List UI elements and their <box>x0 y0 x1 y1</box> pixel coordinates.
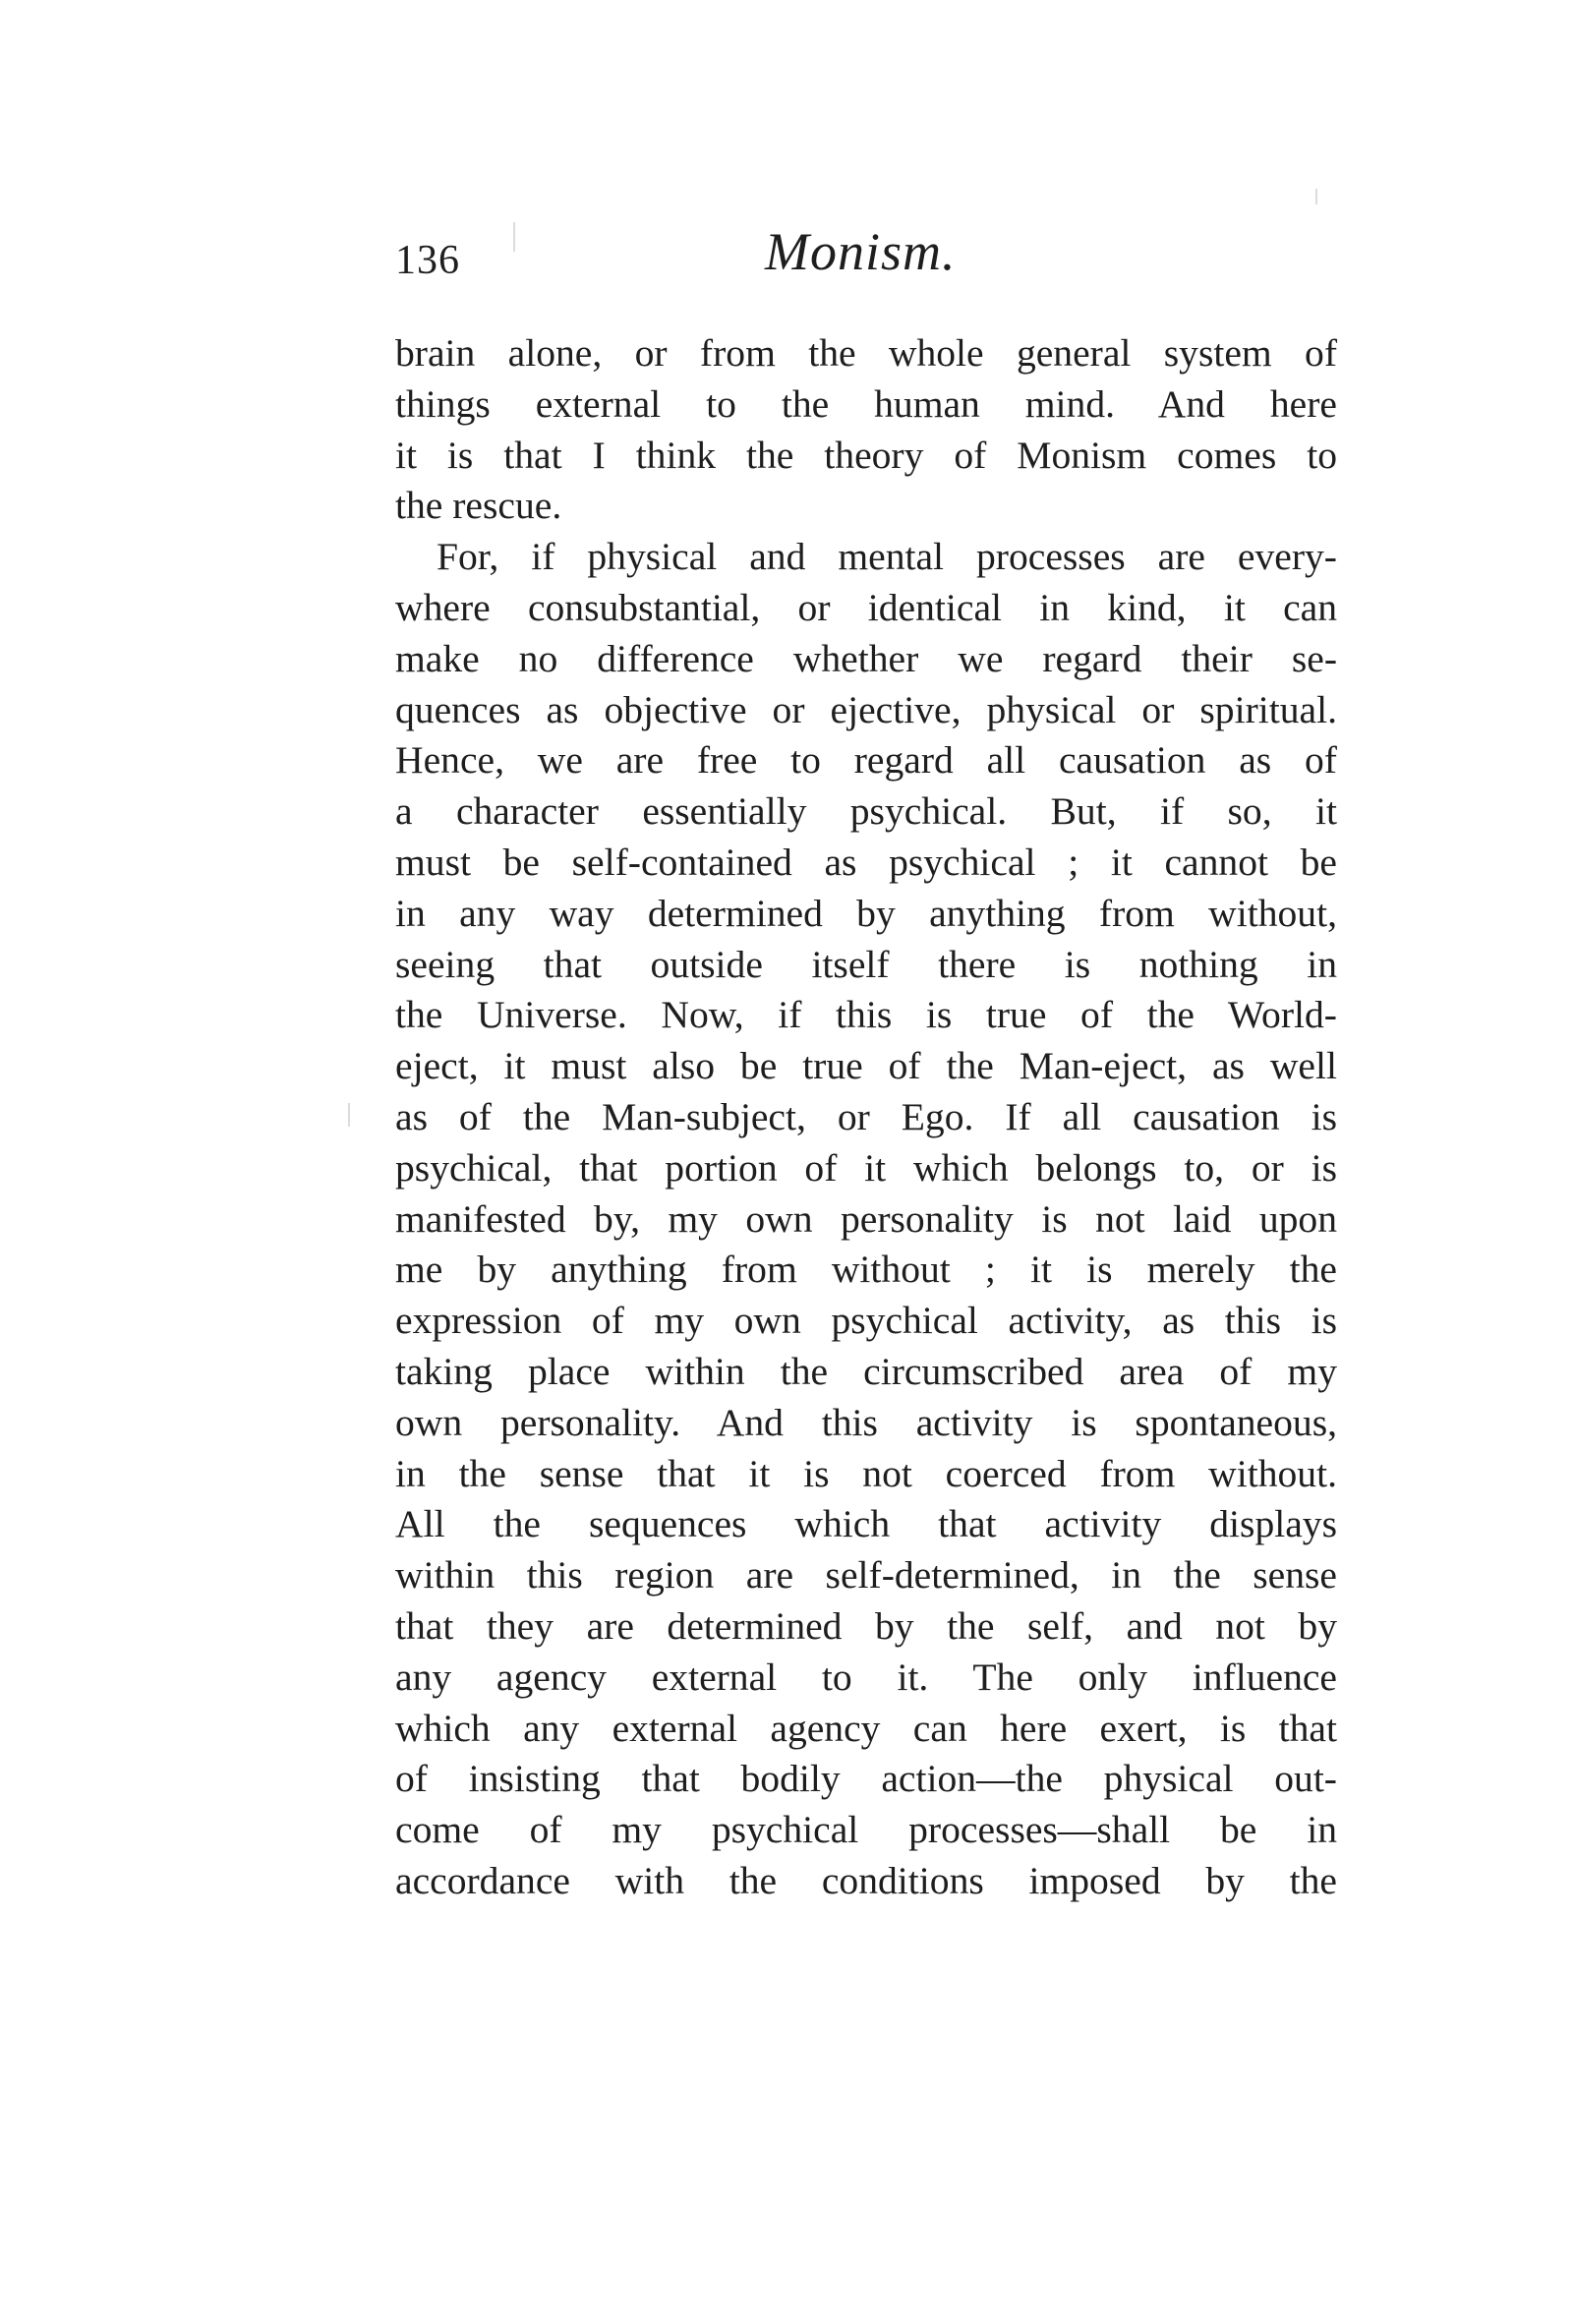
text-line: quences as objective or ejective, physical or spiritual. <box>395 687 1337 731</box>
text-line: where consubstantial, or identical in kind, it can <box>395 585 1337 629</box>
text-line: Hence, we are free to regard all causation as of <box>395 738 1337 783</box>
text-line: in any way determined by anything from without, <box>395 891 1337 935</box>
paper-mark <box>1315 189 1317 204</box>
running-title: Monism. <box>765 222 957 281</box>
text-line: accordance with the conditions imposed by the <box>395 1858 1337 1902</box>
paper-mark <box>348 1103 350 1127</box>
text-line: which any external agency can here exert, is that <box>395 1706 1337 1750</box>
body-text <box>395 328 1337 1907</box>
text-line: the Universe. Now, if this is true of the World- <box>395 993 1337 1037</box>
text-line: eject, it must also be true of the Man-eject, as well <box>395 1044 1337 1088</box>
text-line: expression of my own psychical activity, as this is <box>395 1299 1337 1343</box>
text-line: All the sequences which that activity displays <box>395 1502 1337 1546</box>
paper-mark <box>513 222 515 252</box>
text-line: psychical, that portion of it which belongs to, or is <box>395 1145 1337 1190</box>
text-line: in the sense that it is not coerced from without. <box>395 1451 1337 1495</box>
text-line: me by anything from without ; it is merely the <box>395 1248 1337 1292</box>
text-line: that they are determined by the self, and not by <box>395 1603 1337 1648</box>
text-line: a character essentially psychical. But, if so, it <box>395 789 1337 834</box>
page-number: 136 <box>395 238 460 283</box>
text-line: taking place within the circumscribed area of my <box>395 1349 1337 1393</box>
text-line: must be self-contained as psychical ; it cannot be <box>395 840 1337 884</box>
text-line: make no difference whether we regard their se- <box>395 636 1337 680</box>
text-line: manifested by, my own personality is not laid upon <box>395 1196 1337 1241</box>
text-line: seeing that outside itself there is nothing in <box>395 942 1337 986</box>
text-line: brain alone, or from the whole general system of <box>395 331 1337 375</box>
paragraph-start-line: For, if physical and mental processes are every- <box>437 535 1337 579</box>
text-line: within this region are self-determined, in the sense <box>395 1553 1337 1598</box>
page-header <box>395 221 1337 300</box>
text-line: it is that I think the theory of Monism comes to <box>395 433 1337 477</box>
text-line: of insisting that bodily action—the physical out- <box>395 1757 1337 1801</box>
text-line: come of my psychical processes—shall be in <box>395 1808 1337 1852</box>
text-line: as of the Man-subject, or Ego. If all causation is <box>395 1094 1337 1138</box>
text-line: any agency external to it. The only influence <box>395 1655 1337 1699</box>
text-line: the rescue. <box>395 484 562 528</box>
text-line: things external to the human mind. And here <box>395 381 1337 426</box>
text-line: own personality. And this activity is spontaneous, <box>395 1400 1337 1444</box>
